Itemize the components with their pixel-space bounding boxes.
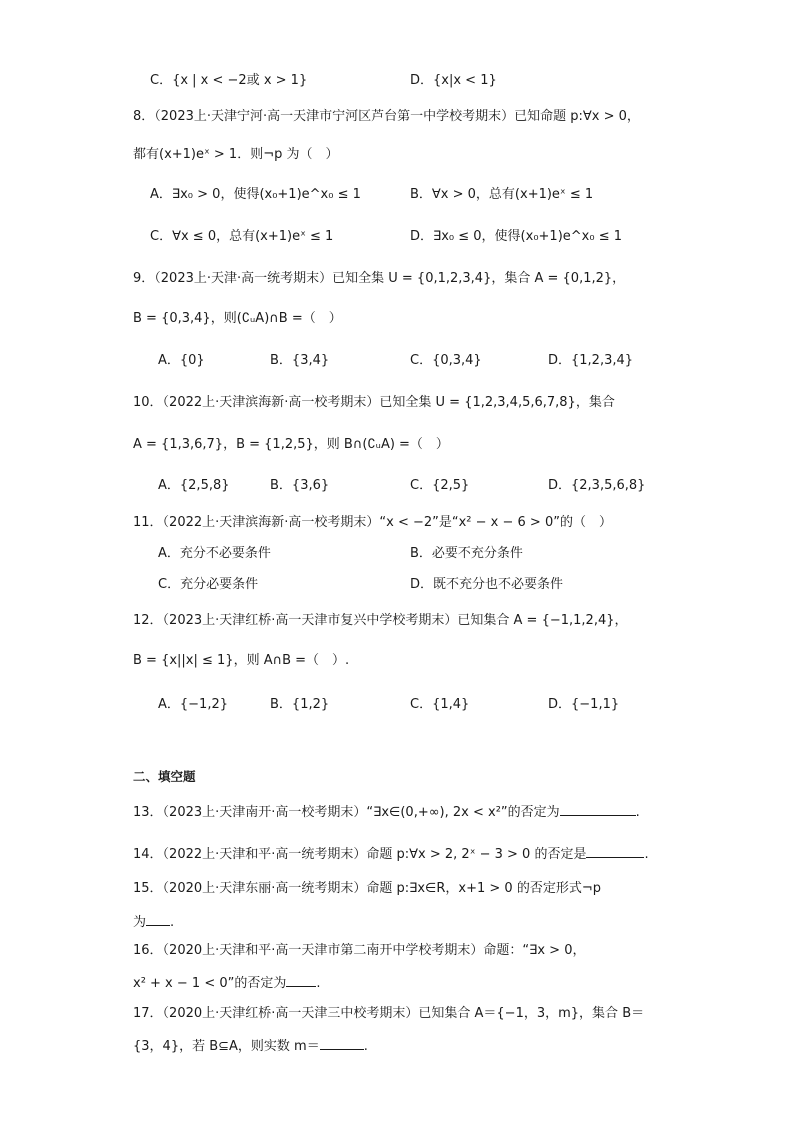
q11-option-d: D．既不充分也不必要条件 <box>410 577 564 592</box>
q13-stem <box>133 802 640 822</box>
q15-period: . <box>170 915 175 930</box>
q8-stem-line2: 都有(x+1)eˣ > 1．则¬p 为（ ） <box>133 147 339 162</box>
q16-stem-line1: 16．（2020上·天津和平·高一天津市第二南开中学校考期末）命题：“∃x > 0， <box>133 943 586 958</box>
q17-text: {3，4}，若 B⊆A，则实数 m＝ <box>133 1039 320 1054</box>
q10-stem-line1: 10．（2022上·天津滨海新·高一校考期末）已知全集 U = {1,2,3,4,5,6,7,8}，集合 <box>133 395 615 410</box>
q8-option-a: A．∃x₀ > 0，使得(x₀+1)e^x₀ ≤ 1 <box>150 187 361 202</box>
q10-option-d: D．{2,3,5,6,8} <box>548 478 646 493</box>
q15-stem-line1: 15．（2020上·天津东丽·高一统考期末）命题 p:∃x∈R，x+1 > 0 的否定形式¬p <box>133 881 601 896</box>
q10-option-a: A．{2,5,8} <box>158 478 230 493</box>
q10-option-c: C．{2,5} <box>410 478 470 493</box>
q15-text: 为 <box>133 915 147 930</box>
q12-option-c: C．{1,4} <box>410 697 470 712</box>
section-heading-fill-in: 二、填空题 <box>133 769 196 784</box>
q11-option-a: A．充分不必要条件 <box>158 546 271 561</box>
q8-option-d: D．∃x₀ ≤ 0，使得(x₀+1)e^x₀ ≤ 1 <box>410 229 622 244</box>
q9-option-d: D．{1,2,3,4} <box>548 353 634 368</box>
q17-answer-blank[interactable] <box>320 1036 364 1050</box>
q11-option-b: B．必要不充分条件 <box>410 546 523 561</box>
q13-text: 13．（2023上·天津南开·高一校考期末）“∃x∈(0,+∞), 2x < x²”的否定为 <box>133 805 560 820</box>
q12-stem-line1: 12．（2023上·天津红桥·高一天津市复兴中学校考期末）已知集合 A = {−1,1,2,4}， <box>133 613 628 628</box>
q17-period: . <box>363 1039 368 1054</box>
q14-answer-blank[interactable] <box>586 844 644 858</box>
q12-option-b: B．{1,2} <box>270 697 330 712</box>
q11-stem: 11．（2022上·天津滨海新·高一校考期末）“x < −2”是“x² − x − 6 > 0”的（ ） <box>133 515 612 530</box>
q16-answer-blank[interactable] <box>286 973 316 987</box>
q9-stem-line2: B = {0,3,4}，则(∁ᵤA)∩B =（ ） <box>133 311 342 326</box>
q10-option-b: B．{3,6} <box>270 478 330 493</box>
q9-option-c: C．{0,3,4} <box>410 353 482 368</box>
q17-stem-line1: 17．（2020上·天津红桥·高一天津三中校考期末）已知集合 A＝{−1，3，m}，集合 B＝ <box>133 1006 645 1021</box>
q8-option-c: C．∀x ≤ 0，总有(x+1)eˣ ≤ 1 <box>150 229 334 244</box>
q14-period: . <box>644 847 649 862</box>
q16-period: . <box>316 976 321 991</box>
q8-stem-line1: 8．（2023上·天津宁河·高一天津市宁河区芦台第一中学校考期末）已知命题 p:∀x > 0， <box>133 109 640 124</box>
q8-option-b: B．∀x > 0，总有(x+1)eˣ ≤ 1 <box>410 187 594 202</box>
q16-text: x² + x − 1 < 0”的否定为 <box>133 976 287 991</box>
q14-text: 14．（2022上·天津和平·高一统考期末）命题 p:∀x > 2, 2ˣ − 3 > 0 的否定是 <box>133 847 587 862</box>
q16-stem-line2 <box>133 973 321 993</box>
q15-answer-blank[interactable] <box>146 912 170 926</box>
q14-stem <box>133 844 649 864</box>
q12-stem-line2: B = {x||x| ≤ 1}，则 A∩B =（ ）. <box>133 653 350 668</box>
q13-period: . <box>635 805 640 820</box>
q9-option-b: B．{3,4} <box>270 353 330 368</box>
q7-option-c: C．{x | x < −2或 x > 1} <box>150 73 308 88</box>
q11-option-c: C．充分必要条件 <box>158 577 259 592</box>
q7-option-d: D．{x|x < 1} <box>410 73 497 88</box>
q15-stem-line2 <box>133 912 174 932</box>
q10-stem-line2: A = {1,3,6,7}，B = {1,2,5}，则 B∩(∁ᵤA) =（ ） <box>133 437 449 452</box>
q12-option-d: D．{−1,1} <box>548 697 620 712</box>
q9-stem-line1: 9．（2023上·天津·高一统考期末）已知全集 U = {0,1,2,3,4}，集合 A = {0,1,2}， <box>133 271 626 286</box>
q9-option-a: A．{0} <box>158 353 205 368</box>
q17-stem-line2 <box>133 1036 368 1056</box>
q13-answer-blank[interactable] <box>560 802 636 816</box>
q12-option-a: A．{−1,2} <box>158 697 229 712</box>
